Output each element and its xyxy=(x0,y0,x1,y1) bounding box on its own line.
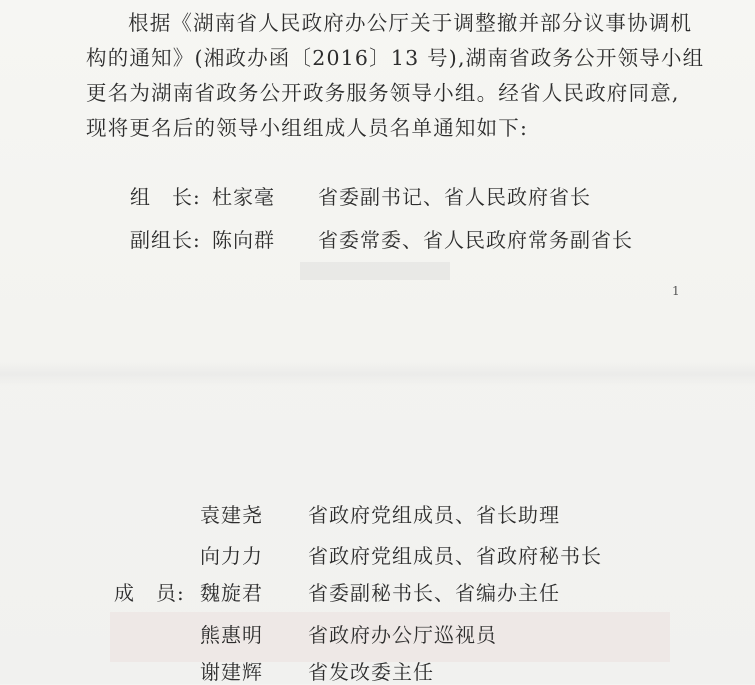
paragraph-line: 构的通知》(湘政办函〔2016〕13 号),湖南省政务公开领导小组 xyxy=(86,46,705,70)
paragraph-line: 根据《湖南省人民政府办公厅关于调整撤并部分议事协调机 xyxy=(128,11,693,35)
person-name: 向力力 xyxy=(200,544,263,568)
role-label: 组 长: xyxy=(130,185,201,209)
person-post: 省政府党组成员、省长助理 xyxy=(308,503,560,527)
person-post: 省委副书记、省人民政府省长 xyxy=(318,185,591,209)
person-name: 陈向群 xyxy=(212,228,275,252)
person-post: 省政府办公厅巡视员 xyxy=(308,623,497,647)
intro-paragraph xyxy=(86,6,705,146)
role-label: 副组长: xyxy=(130,228,201,252)
person-post: 省发改委主任 xyxy=(308,660,434,684)
member-row xyxy=(0,577,755,607)
leader-row xyxy=(0,181,755,211)
person-post: 省政府党组成员、省政府秘书长 xyxy=(308,544,602,568)
paragraph-line: 现将更名后的领导小组组成人员名单通知如下: xyxy=(86,116,529,140)
person-post: 省委常委、省人民政府常务副省长 xyxy=(318,228,633,252)
bleed-through-mark xyxy=(300,262,450,280)
person-name: 谢建辉 xyxy=(200,660,263,684)
page-fold xyxy=(0,362,755,386)
person-name: 魏旋君 xyxy=(200,581,263,605)
person-name: 杜家毫 xyxy=(212,185,275,209)
member-row xyxy=(0,540,755,570)
person-post: 省委副秘书长、省编办主任 xyxy=(308,581,560,605)
role-label: 成 员: xyxy=(114,581,185,605)
member-row xyxy=(0,656,755,684)
deputy-row xyxy=(0,224,755,254)
member-row xyxy=(0,619,755,649)
person-name: 熊惠明 xyxy=(200,623,263,647)
paragraph-line: 更名为湖南省政务公开政务服务领导小组。经省人民政府同意, xyxy=(86,81,680,105)
page-mark: 1 xyxy=(672,284,680,298)
person-name: 袁建尧 xyxy=(200,503,263,527)
member-row xyxy=(0,499,755,529)
